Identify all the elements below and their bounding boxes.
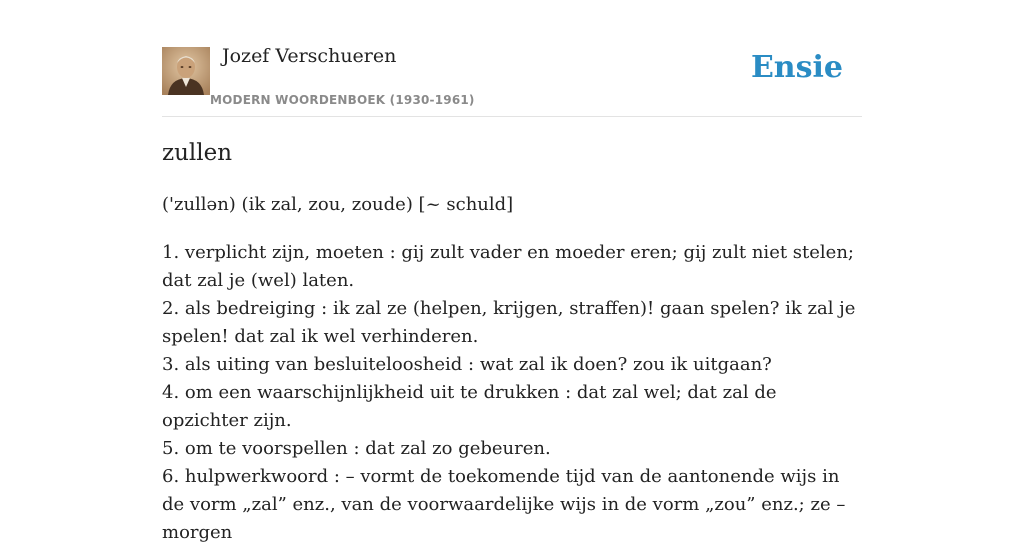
definition-item: 5. om te voorspellen : dat zal zo gebeuren.	[162, 438, 551, 459]
definition-item: 2. als bedreiging : ik zal ze (helpen, krijgen, straffen)! gaan spelen? ik zal je spelen! dat zal ik wel verhinderen.	[162, 298, 856, 347]
definition-item: 1. verplicht zijn, moeten : gij zult vader en moeder eren; gij zult niet stelen; dat zal je (wel) laten.	[162, 242, 854, 291]
author-avatar[interactable]	[162, 47, 210, 95]
entry-page	[162, 0, 862, 543]
definition-item: 4. om een waarschijnlijkheid uit te drukken : dat zal wel; dat zal de opzichter zijn.	[162, 382, 777, 431]
entry-term: zullen	[162, 140, 233, 166]
definition-list	[162, 239, 862, 547]
author-name[interactable]: Jozef Verschueren	[222, 45, 397, 67]
portrait-icon	[162, 47, 210, 95]
source-label: MODERN WOORDENBOEK (1930-1961)	[210, 93, 475, 107]
brand-logo[interactable]: Ensie	[750, 50, 843, 85]
entry-header	[162, 0, 862, 117]
definition-item: 3. als uiting van besluiteloosheid : wat zal ik doen? zou ik uitgaan?	[162, 354, 772, 375]
entry-pronunciation: ('zullən) (ik zal, zou, zoude) [~ schuld]	[162, 194, 514, 215]
definition-item: 6. hulpwerkwoord : – vormt de toekomende tijd van de aantonende wijs in de vorm „zal” enz., van de voorwaardelijke wijs in de vorm „zou” enz.; ze – morgen	[162, 466, 846, 543]
